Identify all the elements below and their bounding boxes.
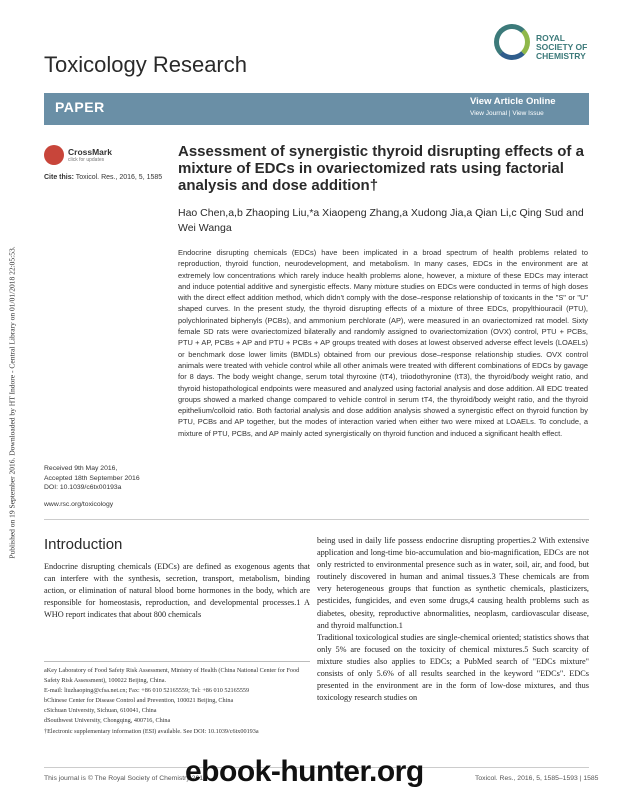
doi[interactable]: DOI: 10.1039/c6tx00193a [44,484,122,491]
footer-copyright: This journal is © The Royal Society of Chemistry 2016 [44,775,207,782]
footnote-divider [44,661,310,662]
affiliations-footnotes: aKey Laboratory of Food Safety Risk Assessment, Ministry of Health (China National Center for Food Safety Risk Assessment), 100022 Beijing, China. E-mail: liuzhaoping@cfsa.net.cn; Fax: +86 010 52165559; Tel: +86 010 52165559 bChinese Center for Disease Control and Prevention, 100021 Beijing, China cSichuan University, Sichuan, 610041, China dSouthwest University, Chongqing, 400716, China †Electronic supplementary information (ESI) available. See DOI: 10.1039/c6tx00193a [44,667,300,735]
crossmark-label: CrossMark [68,147,112,157]
citation-ref: Toxicol. Res., 2016, 5, 1585 [75,174,163,181]
footer-page-ref: Toxicol. Res., 2016, 5, 1585–1593 | 1585 [475,775,599,782]
watermark: ebook-hunter.org [185,755,424,788]
view-article-online-link[interactable]: View Article Online [470,96,556,107]
journal-url[interactable]: www.rsc.org/toxicology [44,501,114,508]
publisher-logo[interactable] [494,22,594,78]
rsc-ring-icon [494,24,530,60]
section-heading: Introduction [44,536,123,553]
download-note: Published on 19 September 2016. Downloaded by HT Indore - Central Library on 01/01/2018 22:05:53. [7,246,17,559]
citation-prefix: Cite this: [44,174,74,181]
article-title: Assessment of synergistic thyroid disrupting effects of a mixture of EDCs in ovariectomized rats using factorial analysis and dose addition† [178,143,584,194]
received-dates: Received 9th May 2016, Accepted 18th September 2016 [44,465,140,482]
crossmark-icon [44,145,64,165]
body-text-column-2: being used in daily life possess endocrine disrupting properties.2 With extensive application and long-time bio-accumulation and bio-magnification, EDCs are not only restricted to environmental presence such as in water, soil, air, and food, but routinely discovered in human and animal tissues.3 These chemicals are from very heterogeneous groups that function as synthetic chemicals, plasticizers, pesticides, fungicides, and even some drugs,4 causing health problems such as diabetes, obesity, reproductive abnormalities, neoplasm, cardiovascular disease, and thyroid malfunction.1 Traditional toxicological studies are single-chemical oriented; statistics shows that only 5% are focused on the toxicity of chemical mixtures.5 Such scarcity of mixture studies also applies to EDCs; a PubMed search of "EDCs mixture" consists of only 5.6% of all results searched in the keyword "EDCs". EDCs presented in the environment are in the form of low-dose mixtures, and thus toxicology research studies on [317,536,589,703]
article-type-label: PAPER [55,99,105,115]
author-list: Hao Chen,a,b Zhaoping Liu,*a Xiaopeng Zhang,a Xudong Jia,a Qian Li,c Qing Sud and Wei Wanga [178,207,584,234]
body-text-column-1: Endocrine disrupting chemicals (EDCs) are defined as exogenous agents that can interfere with the synthesis, secretion, transport, metabolism, binding action, or elimination of natural blood borne hormones in the body, which are responsible for homeostasis, reproduction, and developmental processes.1 A WHO report indicates that about 800 chemicals [44,562,310,620]
abstract: Endocrine disrupting chemicals (EDCs) have been implicated in a broad spectrum of health problems related to reproduction, thyroid function, neurodevelopment, and metabolism. In many cases, EDCs in the environment are at extremely low concentrations which rarely induce health problems alone, however, a mixture of these EDCs may interact and induce potential additive and synergistic effects. Many mixture studies on EDCs were conducted in terms of high doses with the direct effect addition method, which didn't comply with the dose–response relationship of toxicants in the "S" or "U" shaped curves. In the present study, the thyroid disrupting effects of a mixture of three EDCs, propylthiouracil (PTU), polychlorinated biphenyls (PCBs), and ammonium perchlorate (AP), were measured in an ovariectomized rat model. Sixty female SD rats were ovariectomized bilaterally and randomly assigned to ovariectomization (OVX) control, PTU + PCBs, PTU + AP, PCBs + AP and PTU + PCBs + AP groups treated with doses at lowest observed adverse effect levels (LOAELs) or benchmark dose lower limits (BMDLs) obtained from our previous dose–response relationship studies. OVX control animals were treated with vehicle control while all other animals were treated with different combinations of EDCs by gavage for 8 days. The body weight change, serum total thyroxine (tT4), triiodothyronine (tT3), the thyroid/body weight ratio, and thyroid histopathological endpoints were measured and analyzed using factorial analysis and dose addition. All EDC treated groups showed a marked change compared to vehicle control in serum tT4, the thyroid/body weight ratio, and the thyroid epithelium/colloid ratio. Both factorial analysis and dose addition analysis showed a synergistic effect on thyroid function by PTU, PCBs and AP together, but the modes of interaction varied when either two were mixed at LOAELs. To conclude, a mixture of PTU, PCBs, and AP mainly acted synergistically on thyroid function and induced a significant health effect. [178,248,588,438]
crossmark-sub: click for updates [68,157,105,163]
view-journal-issue-links[interactable]: View Journal | View Issue [470,110,544,117]
citation [44,174,162,181]
crossmark-badge[interactable] [44,145,144,167]
divider [44,519,589,520]
journal-title: Toxicology Research [44,52,247,77]
publisher-logo-text: ROYAL SOCIETY OF CHEMISTRY [536,33,588,61]
